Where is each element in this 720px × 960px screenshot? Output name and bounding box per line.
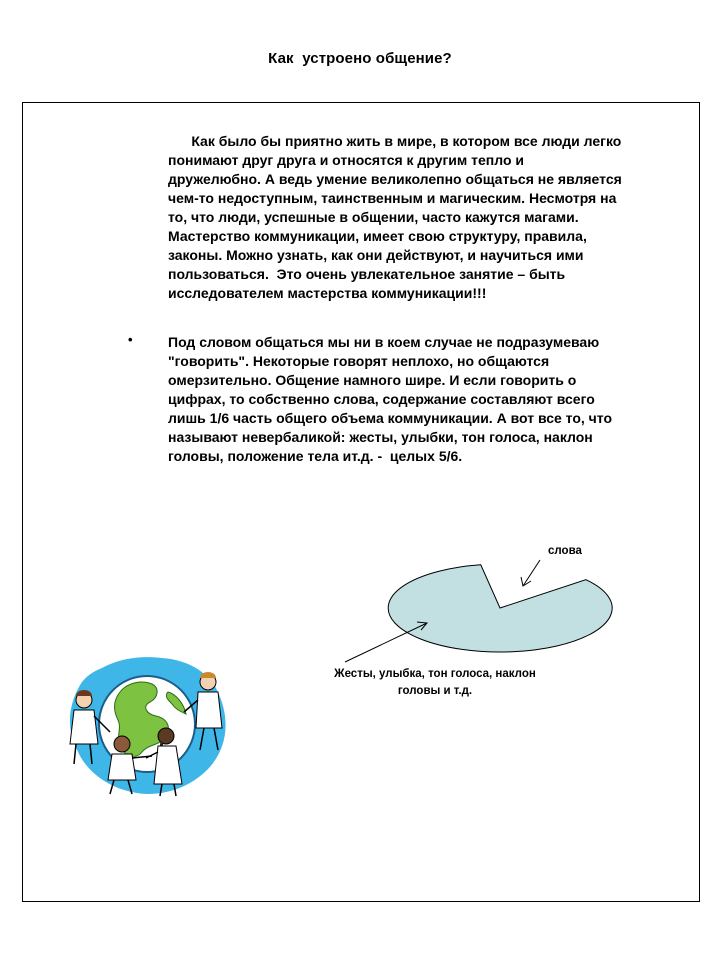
paragraph-line: исследователем мастерства коммуникации!!!	[168, 285, 487, 301]
paragraph-line: законы. Можно узнать, как они действуют, и научиться ими	[168, 247, 584, 263]
paragraph-line: чем-то недоступным, таинственным и магическим. Несмотря на	[168, 190, 617, 206]
paragraph-line: дружелюбно. А ведь умение великолепно общаться не является	[168, 171, 622, 187]
paragraph-line: пользоваться. Это очень увлекательное занятие – быть	[168, 266, 566, 282]
bullet-marker: •	[128, 332, 133, 347]
paragraph-line: Как было бы приятно жить в мире, в котором все люди легко	[168, 133, 622, 149]
paragraph-line: "говорить". Некоторые говорят неплохо, но общаются	[168, 353, 550, 369]
paragraph-line: Под словом общаться мы ни в коем случае не подразумеваю	[168, 334, 600, 350]
paragraph-line: понимают друг друга и относятся к другим тепло и	[168, 152, 525, 168]
pie-label-nonverbal	[300, 666, 570, 700]
pie-label-words: слова	[548, 545, 582, 557]
paragraph-line: омерзительно. Общение намного шире. И если говорить о	[168, 372, 577, 388]
paragraph-line: головы, положение тела ит.д. - целых 5/6.	[168, 448, 463, 464]
globe-children-clipart	[62, 652, 232, 797]
paragraph-line: то, что люди, успешные в общении, часто кажутся магами.	[168, 209, 579, 225]
paragraph-line: Мастерство коммуникации, имеет свою структуру, правила,	[168, 228, 587, 244]
paragraph-line: называют невербаликой: жесты, улыбки, тон голоса, наклон	[168, 429, 593, 445]
intro-paragraph	[168, 132, 688, 303]
paragraph-line: лишь 1/6 часть общего объема коммуникации. А вот все то, что	[168, 410, 613, 426]
bullet-paragraph	[168, 333, 688, 466]
pie-label-nonverbal-line2: головы и т.д.	[397, 685, 473, 697]
pie-label-nonverbal-line1: Жесты, улыбка, тон голоса, наклон	[334, 668, 536, 680]
page-title: Как устроено общение?	[268, 50, 452, 67]
paragraph-line: цифрах, то собственно слова, содержание составляют всего	[168, 391, 595, 407]
